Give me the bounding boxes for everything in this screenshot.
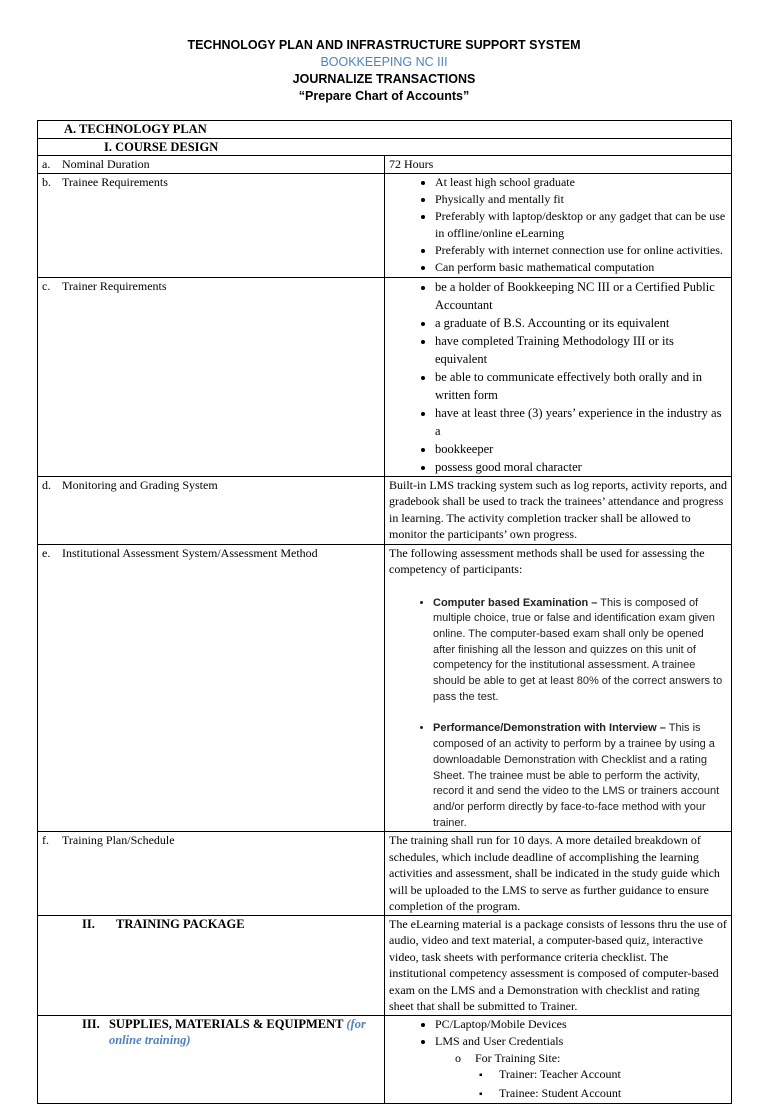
- list-item: • a graduate of B.S. Accounting or its equivalent: [435, 314, 727, 332]
- section-number: III.: [82, 1016, 100, 1031]
- table-row: [38, 832, 732, 916]
- course-design-heading: I. COURSE DESIGN: [38, 138, 732, 156]
- row-value: The eLearning material is a package consists of lessons thru the use of audio, video and text material, a computer-based quiz, interactive video, task sheets with performance criteria checklist. The institutional competency assessment is composed of computer-based exam on the LMS and a Demonstration with checklist and rating sheet that shall be submitted to Trainer.: [385, 915, 732, 1015]
- list-item: • be a holder of Bookkeeping NC III or a Certified Public Accountant: [435, 278, 727, 314]
- row-value: The training shall run for 10 days. A more detailed breakdown of schedules, which include deadline of accomplishing the learning activities and assessment, shall be indicated in the study guide which will be uploaded to the LMS to serve as further guidance to ensure completion of the program.: [385, 832, 732, 916]
- section-title: TRAINING PACKAGE: [116, 916, 245, 931]
- row-label: Training Plan/Schedule: [62, 833, 175, 848]
- list-item: • bookkeeper: [435, 440, 727, 458]
- list-item: • be able to communicate effectively both orally and in written form: [435, 368, 727, 404]
- row-letter: a.: [42, 157, 51, 171]
- row-label: Institutional Assessment System/Assessment Method: [62, 545, 318, 560]
- table-row: [38, 277, 732, 476]
- row-label: Monitoring and Grading System: [62, 477, 218, 492]
- row-label: Trainer Requirements: [62, 278, 167, 293]
- row-value: Built-in LMS tracking system such as log reports, activity reports, and gradebook shall be used to track the trainees’ attendance and progress in learning. The activity completion tracker shall be allowed to monitor the participants’ own progress.: [385, 476, 732, 544]
- method-description: This is composed of multiple choice, true or false and identification exam given online. The computer-based exam shall only be opened after finishing all the lesson and quizzes on this unit of competency for the institutional assessment. A trainee should be able to get at least 80% of the correct answers to pass the test.: [433, 596, 723, 703]
- list-item: • Physically and mentally fit: [435, 191, 727, 208]
- list-item: • At least high school graduate: [435, 174, 727, 191]
- trainer-requirements-list: [389, 278, 727, 476]
- method-title: Computer based Examination –: [433, 596, 598, 609]
- list-item: [433, 596, 727, 706]
- row-label: Trainee Requirements: [62, 174, 168, 189]
- row-letter: f.: [42, 833, 49, 848]
- list-item: • Preferably with laptop/desktop or any gadget that can be use in offline/online eLearning: [435, 208, 727, 242]
- table-row: [38, 476, 732, 544]
- table-row: [38, 1015, 732, 1104]
- row-letter: d.: [42, 477, 51, 492]
- qualification-title: BOOKKEEPING NC III: [320, 55, 448, 69]
- document-title: TECHNOLOGY PLAN AND INFRASTRUCTURE SUPPORT SYSTEM: [187, 38, 581, 52]
- list-item: o For Training Site:: [455, 1050, 727, 1067]
- list-item: • have at least three (3) years’ experience in the industry as a: [435, 404, 727, 440]
- technology-plan-table: [37, 120, 732, 1104]
- list-item: • have completed Training Methodology III or its equivalent: [435, 332, 727, 368]
- section-note: (for online training): [108, 1016, 366, 1048]
- list-item: • Preferably with internet connection use for online activities.: [435, 242, 727, 259]
- supplies-list: [389, 1016, 727, 1050]
- list-item: ▪ Trainer: Teacher Account: [479, 1066, 727, 1085]
- list-item: ▪ Trainee: Student Account: [479, 1085, 727, 1104]
- assessment-methods-list: [389, 596, 727, 832]
- row-label: Nominal Duration: [62, 157, 150, 171]
- list-item: • LMS and User Credentials: [435, 1033, 727, 1050]
- list-item: • PC/Laptop/Mobile Devices: [435, 1016, 727, 1033]
- method-title: Performance/Demonstration with Interview –: [433, 722, 666, 735]
- table-row: [38, 544, 732, 832]
- assessment-intro: The following assessment methods shall be used for assessing the competency of participants:: [389, 545, 705, 576]
- method-description: This is composed of an activity to perform by a trainee by using a downloadable Demonstration with Checklist and a rating Sheet. The trainee must be able to perform the activity, record it and send the video to the LMS or trainers account and/or perform directly by face-to-face method with your trainer.: [433, 722, 720, 829]
- module-title: “Prepare Chart of Accounts”: [298, 89, 470, 103]
- list-item: [433, 721, 727, 831]
- section-a-heading: A. TECHNOLOGY PLAN: [38, 121, 732, 139]
- table-row: [38, 915, 732, 1015]
- trainee-requirements-list: [389, 174, 727, 276]
- table-row: [38, 173, 732, 277]
- section-number: II.: [82, 916, 95, 931]
- row-letter: e.: [42, 545, 51, 560]
- list-item: • Can perform basic mathematical computation: [435, 259, 727, 276]
- competency-title: JOURNALIZE TRANSACTIONS: [292, 72, 476, 86]
- section-title: SUPPLIES, MATERIALS & EQUIPMENT: [108, 1016, 344, 1031]
- table-row: [38, 156, 732, 174]
- row-letter: c.: [42, 278, 51, 293]
- row-letter: b.: [42, 174, 51, 189]
- list-item: • possess good moral character: [435, 458, 727, 476]
- row-value: 72 Hours: [385, 156, 732, 174]
